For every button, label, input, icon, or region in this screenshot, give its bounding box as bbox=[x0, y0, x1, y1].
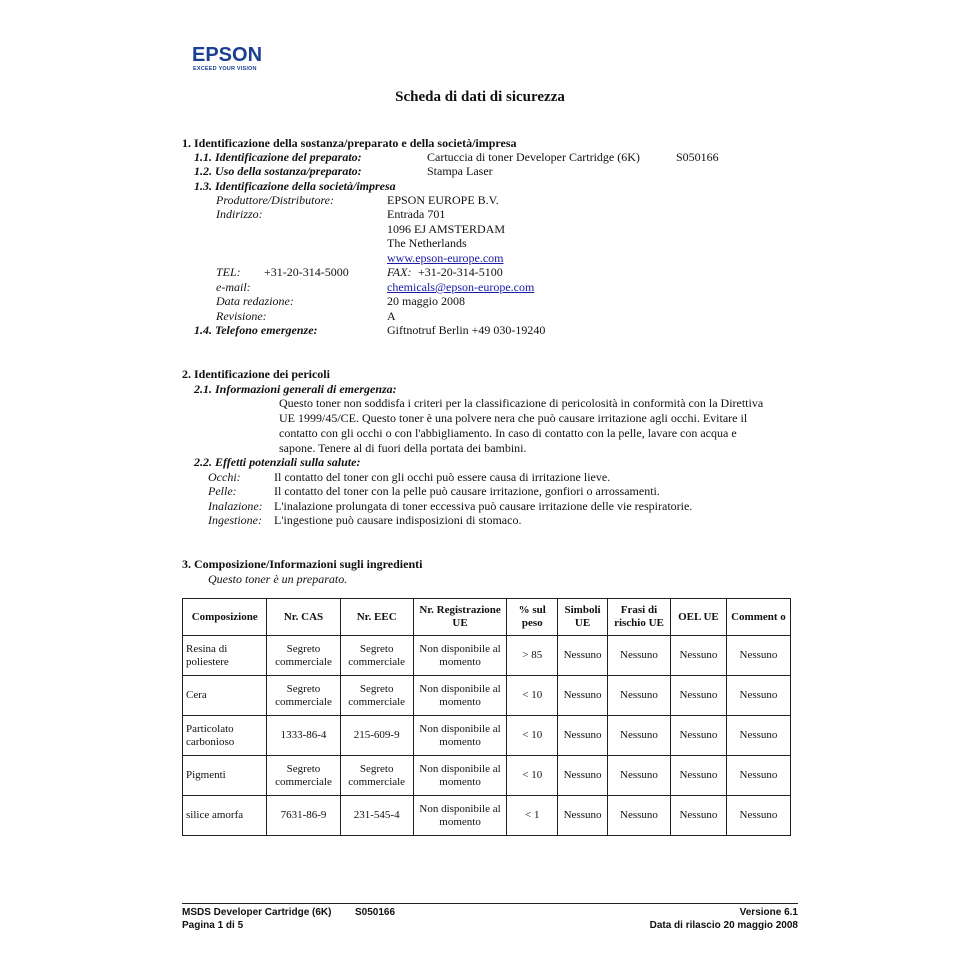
s11-label: 1.1. Identificazione del preparato: bbox=[194, 150, 362, 164]
table-cell: > 85 bbox=[507, 636, 558, 676]
s21-text-line: contatto con gli occhi o con l'abbigliamento. In caso di contatto con la pelle, lavare con acqua e bbox=[279, 426, 737, 440]
page-title: Scheda di dati di sicurezza bbox=[395, 89, 565, 105]
table-cell: Non disponibile al momento bbox=[413, 796, 507, 836]
table-cell: Nessuno bbox=[726, 756, 790, 796]
footer-doc-name: MSDS Developer Cartridge (6K) bbox=[182, 907, 332, 918]
fax-value: +31-20-314-5100 bbox=[418, 265, 503, 279]
table-cell: Cera bbox=[183, 676, 267, 716]
col-header: Nr. CAS bbox=[267, 599, 340, 636]
s13-label: 1.3. Identificazione della società/impresa bbox=[194, 179, 396, 193]
table-cell: Nessuno bbox=[607, 796, 670, 836]
s21-text-line: sapone. Tenere al di fuori della portata dei bambini. bbox=[279, 441, 527, 455]
brand-logo: EPSON bbox=[192, 44, 263, 66]
table-cell: < 10 bbox=[507, 756, 558, 796]
table-cell: Particolato carbonioso bbox=[183, 716, 267, 756]
date-value: 20 maggio 2008 bbox=[387, 294, 465, 308]
table-cell: 1333-86-4 bbox=[267, 716, 340, 756]
table-cell: Segreto commerciale bbox=[267, 676, 340, 716]
effect-text: Il contatto del toner con la pelle può causare irritazione, gonfiori o arrossamenti. bbox=[274, 484, 660, 498]
s11-value: Cartuccia di toner Developer Cartridge (6K) bbox=[427, 150, 640, 164]
footer-doc-code: S050166 bbox=[355, 907, 396, 918]
fax-label: FAX: bbox=[387, 265, 412, 279]
section2-heading: 2. Identificazione dei pericoli bbox=[182, 367, 330, 381]
s12-value: Stampa Laser bbox=[427, 164, 493, 178]
section1-heading: 1. Identificazione della sostanza/preparato e della società/impresa bbox=[182, 136, 517, 150]
effect-text: L'inalazione prolungata di toner eccessiva può causare irritazione delle vie respiratorie. bbox=[274, 499, 693, 513]
address-line: 1096 EJ AMSTERDAM bbox=[387, 222, 506, 236]
col-header: Simboli UE bbox=[558, 599, 608, 636]
table-cell: Segreto commerciale bbox=[267, 756, 340, 796]
col-header: Comment o bbox=[726, 599, 790, 636]
table-cell: Nessuno bbox=[558, 636, 608, 676]
table-cell: Resina di poliestere bbox=[183, 636, 267, 676]
s21-label: 2.1. Informazioni generali di emergenza: bbox=[194, 382, 397, 396]
table-cell: silice amorfa bbox=[183, 796, 267, 836]
table-row bbox=[183, 716, 791, 756]
table-cell: Nessuno bbox=[607, 756, 670, 796]
s14-value: Giftnotruf Berlin +49 030-19240 bbox=[387, 323, 546, 337]
col-header: Frasi di rischio UE bbox=[607, 599, 670, 636]
col-header: Nr. EEC bbox=[340, 599, 413, 636]
s12-label: 1.2. Uso della sostanza/preparato: bbox=[194, 164, 362, 178]
producer-label: Produttore/Distributore: bbox=[216, 193, 334, 207]
email-link[interactable]: chemicals@epson-europe.com bbox=[387, 280, 535, 294]
table-cell: Nessuno bbox=[670, 676, 726, 716]
table-cell: 215-609-9 bbox=[340, 716, 413, 756]
table-cell: Nessuno bbox=[558, 676, 608, 716]
website-link[interactable]: www.epson-europe.com bbox=[387, 251, 504, 265]
tel-value: +31-20-314-5000 bbox=[264, 265, 349, 279]
table-cell: Segreto commerciale bbox=[340, 756, 413, 796]
table-header-row bbox=[183, 599, 791, 636]
col-header: % sul peso bbox=[507, 599, 558, 636]
tel-label: TEL: bbox=[216, 265, 241, 279]
brand-tagline: EXCEED YOUR VISION bbox=[193, 66, 257, 72]
s22-label: 2.2. Effetti potenziali sulla salute: bbox=[194, 455, 361, 469]
effect-label: Inalazione: bbox=[208, 499, 263, 513]
table-row bbox=[183, 636, 791, 676]
effect-label: Pelle: bbox=[208, 484, 237, 498]
table-cell: < 10 bbox=[507, 716, 558, 756]
table-cell: Nessuno bbox=[726, 636, 790, 676]
address-line: Entrada 701 bbox=[387, 207, 446, 221]
table-cell: Nessuno bbox=[726, 716, 790, 756]
table-cell: < 10 bbox=[507, 676, 558, 716]
table-cell: Nessuno bbox=[726, 796, 790, 836]
table-cell: Non disponibile al momento bbox=[413, 676, 507, 716]
footer-version: Versione 6.1 bbox=[739, 907, 798, 918]
s21-text-line: UE 1999/45/CE. Questo toner è una polvere nera che può causare irritazione agli occhi. Evitare il bbox=[279, 411, 748, 425]
table-row bbox=[183, 796, 791, 836]
table-cell: 7631-86-9 bbox=[267, 796, 340, 836]
footer-page: Pagina 1 di 5 bbox=[182, 920, 244, 931]
effect-label: Ingestione: bbox=[208, 513, 262, 527]
table-cell: Non disponibile al momento bbox=[413, 756, 507, 796]
table-row bbox=[183, 676, 791, 716]
table-cell: Nessuno bbox=[670, 756, 726, 796]
address-label: Indirizzo: bbox=[216, 207, 263, 221]
table-cell: Nessuno bbox=[670, 716, 726, 756]
table-cell: 231-545-4 bbox=[340, 796, 413, 836]
ingredients-table bbox=[182, 598, 791, 836]
table-cell: Nessuno bbox=[558, 796, 608, 836]
table-cell: Non disponibile al momento bbox=[413, 716, 507, 756]
s21-text-line: Questo toner non soddisfa i criteri per la classificazione di pericolosità in conformità con la Direttiva bbox=[279, 396, 764, 410]
email-label: e-mail: bbox=[216, 280, 251, 294]
table-cell: Non disponibile al momento bbox=[413, 636, 507, 676]
table-cell: < 1 bbox=[507, 796, 558, 836]
table-cell: Segreto commerciale bbox=[340, 676, 413, 716]
section3-subtitle: Questo toner è un preparato. bbox=[208, 572, 348, 586]
revision-label: Revisione: bbox=[216, 309, 267, 323]
address-line: The Netherlands bbox=[387, 236, 467, 250]
effect-text: L'ingestione può causare indisposizioni di stomaco. bbox=[274, 513, 522, 527]
date-label: Data redazione: bbox=[216, 294, 294, 308]
col-header: Composizione bbox=[183, 599, 267, 636]
table-cell: Nessuno bbox=[670, 636, 726, 676]
table-cell: Nessuno bbox=[670, 796, 726, 836]
s11-code: S050166 bbox=[676, 150, 719, 164]
table-cell: Nessuno bbox=[558, 756, 608, 796]
table-cell: Nessuno bbox=[607, 676, 670, 716]
effect-label: Occhi: bbox=[208, 470, 241, 484]
table-cell: Nessuno bbox=[607, 716, 670, 756]
table-cell: Pigmenti bbox=[183, 756, 267, 796]
table-row bbox=[183, 756, 791, 796]
table-cell: Nessuno bbox=[726, 676, 790, 716]
producer-value: EPSON EUROPE B.V. bbox=[387, 193, 499, 207]
s14-label: 1.4. Telefono emergenze: bbox=[194, 323, 318, 337]
table-cell: Nessuno bbox=[607, 636, 670, 676]
section3-heading: 3. Composizione/Informazioni sugli ingredienti bbox=[182, 557, 423, 571]
col-header: Nr. Registrazione UE bbox=[413, 599, 507, 636]
col-header: OEL UE bbox=[670, 599, 726, 636]
revision-value: A bbox=[387, 309, 396, 323]
footer-release-date: Data di rilascio 20 maggio 2008 bbox=[649, 920, 798, 931]
table-cell: Nessuno bbox=[558, 716, 608, 756]
table-cell: Segreto commerciale bbox=[340, 636, 413, 676]
footer-divider bbox=[182, 903, 798, 904]
effect-text: Il contatto del toner con gli occhi può essere causa di irritazione lieve. bbox=[274, 470, 611, 484]
table-cell: Segreto commerciale bbox=[267, 636, 340, 676]
